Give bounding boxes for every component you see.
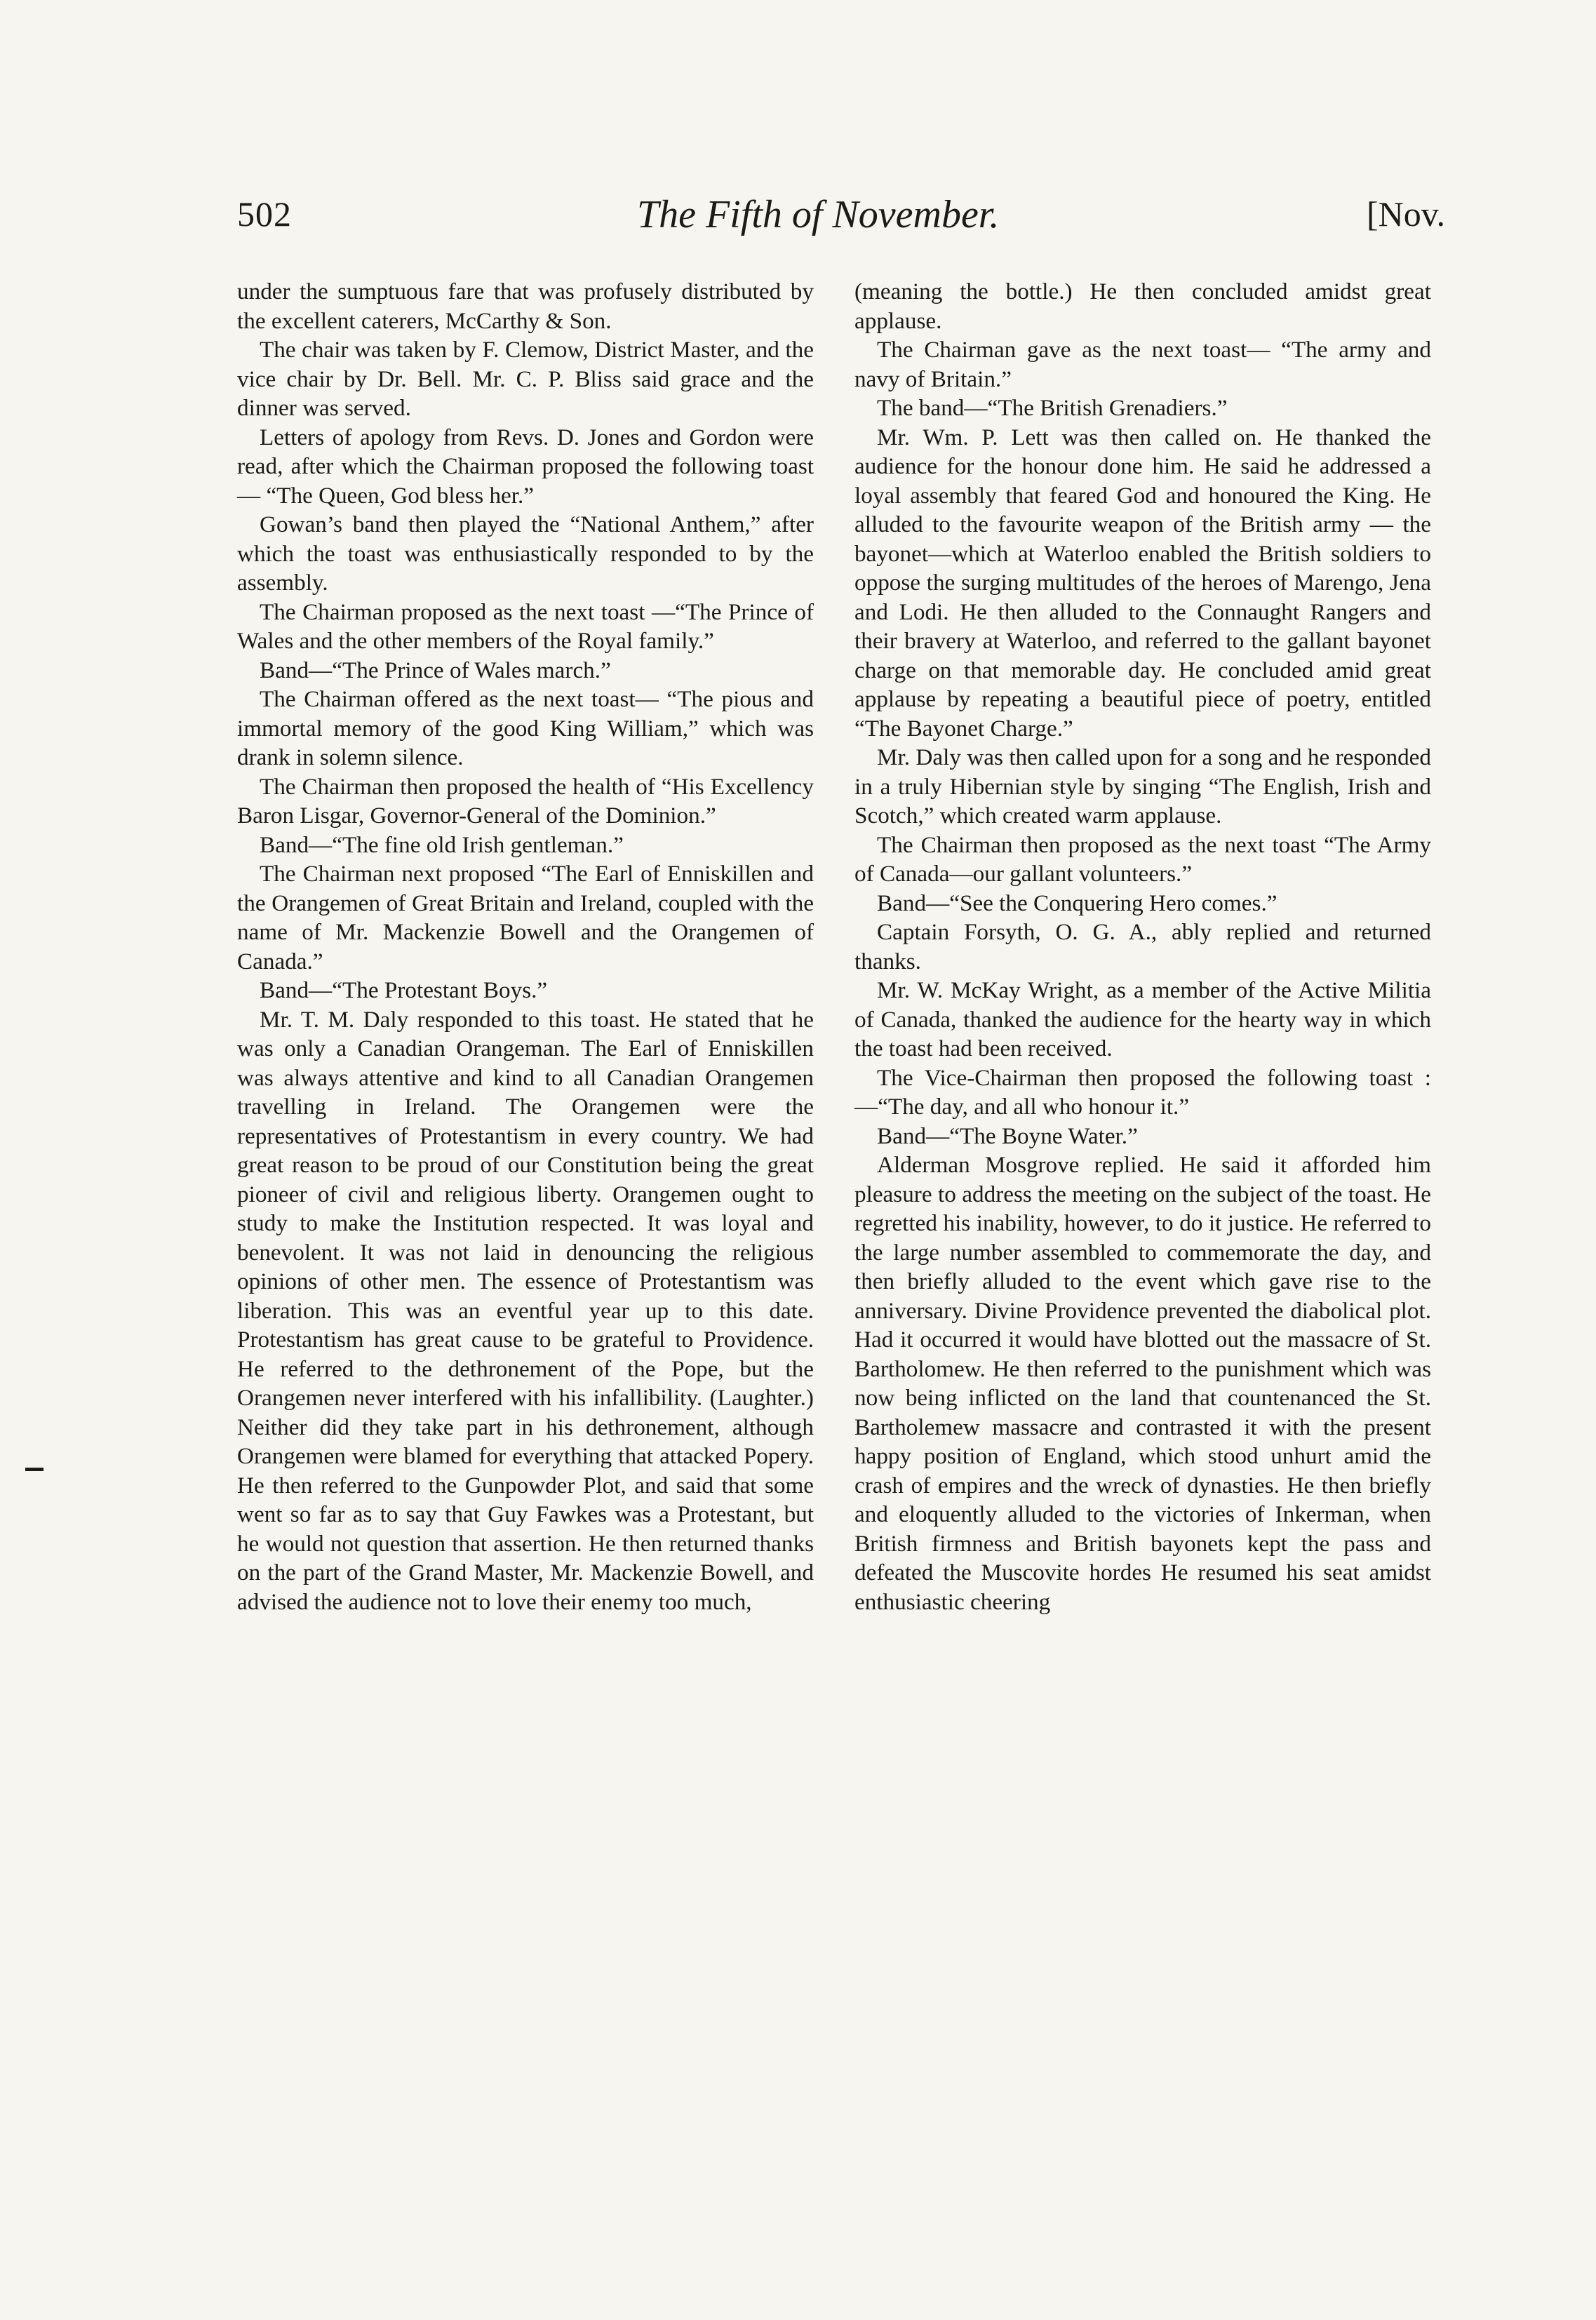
paragraph: Captain Forsyth, O. G. A., ably replied and returned thanks.: [854, 919, 1431, 974]
band-line: Band—“The fine old Irish gentleman.”: [260, 831, 624, 858]
band-line: Band—“The Protestant Boys.”: [260, 977, 548, 1003]
right-column: [854, 277, 1431, 1616]
band-line: Band—“See the Conquering Hero comes.”: [877, 890, 1278, 916]
paragraph: Alderman Mosgrove replied. He said it afforded him pleasure to address the meeting on the subject of the toast. He regretted his inability, however, to do it justice. He referred to the large number assembled to commemorate the day, and then briefly alluded to the event which gave rise to the anniversary. Divine Providence prevented the diabolical plot. Had it occurred it would have blotted out the massacre of St. Bartholomew. He then referred to the punishment which was now being inflicted on the land that countenanced the St. Bartholemew massacre and contrasted it with the present happy position of England, which stood unhurt amid the crash of empires and the wreck of dynasties. He then briefly and eloquently alluded to the victories of Inkerman, when British firmness and British bayonets kept the pass and defeated the Muscovite hordes He resumed his seat amidst enthusiastic cheering: [854, 1152, 1431, 1615]
band-line: Band—“The Boyne Water.”: [877, 1122, 1138, 1149]
paragraph: The Vice-Chairman then proposed the following toast :—“The day, and all who honour it.”: [854, 1064, 1431, 1120]
paragraph: Mr. Wm. P. Lett was then called on. He thanked the audience for the honour done him. He said he addressed a loyal assembly that feared God and honoured the King. He alluded to the favourite weapon of the British army — the bayonet—which at Waterloo enabled the British soldiers to oppose the surging multitudes of the heroes of Marengo, Jena and Lodi. He then alluded to the Connaught Rangers and their bravery at Waterloo, and referred to the gallant bayonet charge on that memorable day. He concluded amid great applause by repeating a beautiful piece of poetry, entitled “The Bayonet Charge.”: [854, 424, 1431, 742]
paragraph: The Chairman gave as the next toast— “The army and navy of Britain.”: [854, 337, 1431, 392]
margin-mark: [25, 1468, 43, 1471]
paragraph: Mr. W. McKay Wright, as a member of the Active Militia of Canada, thanked the audience for the hearty way in which the toast had been received.: [854, 977, 1431, 1061]
paragraph: Gowan’s band then played the “National Anthem,” after which the toast was enthusiastically responded to by the assembly.: [237, 511, 814, 596]
paragraph: The Chairman then proposed as the next toast “The Army of Canada—our gallant volunteers.”: [854, 831, 1431, 887]
paragraph: The Chairman then proposed the health of “His Excellency Baron Lisgar, Governor-General of the Dominion.”: [237, 773, 814, 829]
running-title: The Fifth of November.: [637, 193, 1000, 236]
article-body: [237, 277, 1445, 2298]
paragraph: The Chairman next proposed “The Earl of Enniskillen and the Orangemen of Great Britain and Ireland, coupled with the name of Mr. Mackenzie Bowell and the Orangemen of Canada.”: [237, 861, 814, 974]
paragraph: The chair was taken by F. Clemow, District Master, and the vice chair by Dr. Bell. Mr. C. P. Bliss said grace and the dinner was served.: [237, 337, 814, 421]
left-column: [237, 277, 814, 1616]
paragraph: Mr. Daly was then called upon for a song and he responded in a truly Hibernian style by singing “The English, Irish and Scotch,” which created warm applause.: [854, 744, 1431, 829]
paragraph: Letters of apology from Revs. D. Jones and Gordon were read, after which the Chairman proposed the following toast— “The Queen, God bless her.”: [237, 424, 814, 509]
paragraph: (meaning the bottle.) He then concluded amidst great applause.: [854, 279, 1431, 334]
paragraph: The Chairman offered as the next toast— “The pious and immortal memory of the good King William,” which was drank in solemn silence.: [237, 686, 814, 770]
paragraph: Mr. T. M. Daly responded to this toast. He stated that he was only a Canadian Orangeman. The Earl of Enniskillen was always attentive and kind to all Canadian Orangemen travelling in Ireland. The Orangemen were the representatives of Protestantism in every country. We had great reason to be proud of our Constitution being the great pioneer of civil and religious liberty. Orangemen ought to study to make the Institution respected. It was loyal and benevolent. It was not laid in denouncing the religious opinions of other men. The essence of Protestantism was liberation. This was an eventful year up to this date. Protestantism has great cause to be grateful to Providence. He referred to the dethronement of the Pope, but the Orangemen never interfered with his infallibility. (Laughter.) Neither did they take part in his dethronement, although Orangemen were blamed for everything that attacked Popery. He then referred to the Gunpowder Plot, and said that some went so far as to say that Guy Fawkes was a Protestant, but he would not question that assertion. He then returned thanks on the part of the Grand Master, Mr. Mackenzie Bowell, and advised the audience not to love their enemy too much,: [237, 1006, 814, 1615]
page-header: [237, 194, 1445, 250]
band-line: Band—“The Prince of Wales march.”: [260, 657, 611, 683]
band-line: The band—“The British Grenadiers.”: [877, 395, 1228, 421]
paragraph: The Chairman proposed as the next toast —“The Prince of Wales and the other members of the Royal family.”: [237, 598, 814, 654]
page-number: 502: [237, 194, 292, 234]
month-label: [Nov.: [1366, 194, 1445, 234]
paragraph: under the sumptuous fare that was profusely distributed by the excellent caterers, McCarthy & Son.: [237, 279, 814, 334]
